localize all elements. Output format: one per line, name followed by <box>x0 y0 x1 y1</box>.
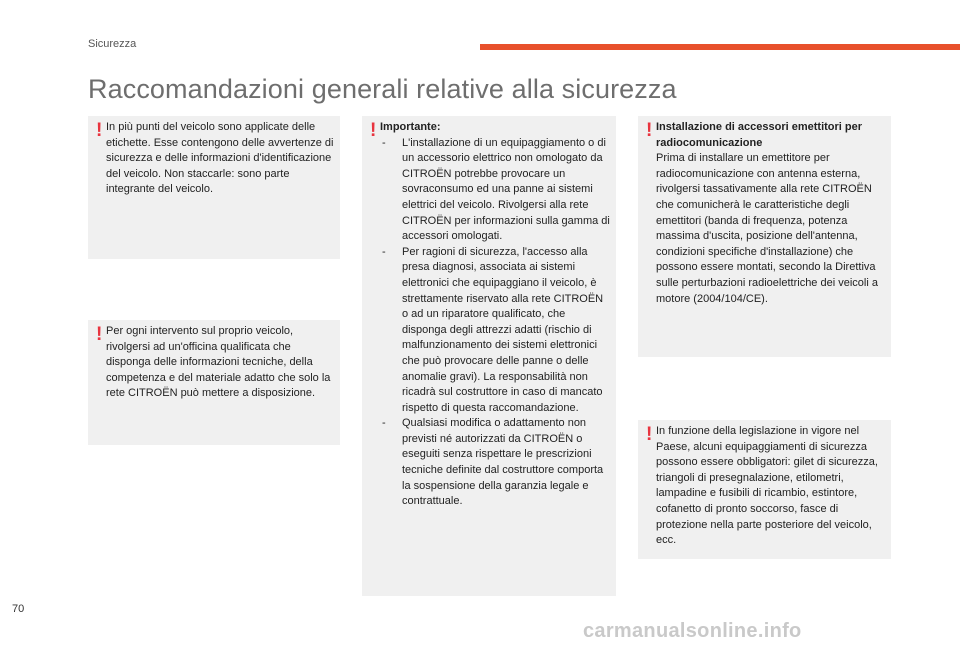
labels-warning-box <box>88 116 340 259</box>
important-item-text: Qualsiasi modifica o adattamento non previsti né autorizzati da CITROËN o eseguiti senza rispettare le prescrizioni tecniche definite dal costruttore comporta la sospensione della garanzia legale e contrattuale. <box>402 417 604 508</box>
important-list-item <box>380 136 610 245</box>
workshop-warning-text: Per ogni intervento sul proprio veicolo, rivolgersi ad un'officina qualificata che disponga delle informazioni tecniche, della competenza e del materiale adatto che solo la rete CITROËN può mettere a disposizione. <box>106 325 331 400</box>
page-number: 70 <box>12 603 25 615</box>
exclamation-mark-icon: ! <box>646 424 653 445</box>
radio-accessories-box <box>638 116 891 357</box>
list-dash: - <box>382 417 386 430</box>
important-warning-box <box>362 116 616 596</box>
page-title: Raccomandazioni generali relative alla sicurezza <box>88 74 677 104</box>
important-title: Importante: <box>380 121 441 133</box>
important-list-item <box>380 416 610 510</box>
list-dash: - <box>382 136 386 149</box>
radio-title: Installazione di accessori emettitori per radiocomunicazione <box>656 121 863 149</box>
important-item-text: Per ragioni di sicurezza, l'accesso alla presa diagnosi, associata ai sistemi elettronici che equipaggiano il veicolo, è strettamente riservato alla rete CITROËN o ad un riparatore qualificato, che disponga degli attrezzi adatti (rischio di malfunzionamento dei sistemi elettronici che può provocare delle panne o delle anomalie gravi). La responsabilità non ricadrà sul costruttore in caso di mancato rispetto di questa raccomandazione. <box>402 245 604 414</box>
legislation-warning-box <box>638 420 891 559</box>
important-list-item <box>380 245 610 417</box>
exclamation-mark-icon: ! <box>96 324 103 345</box>
exclamation-mark-icon: ! <box>96 120 103 141</box>
labels-warning-text: In più punti del veicolo sono applicate delle etichette. Esse contengono delle avvertenze di sicurezza e delle informazioni d'identificazione del veicolo. Non staccarle: sono parte integrante del veicolo. <box>106 121 334 196</box>
exclamation-mark-icon: ! <box>370 120 377 141</box>
accent-bar <box>480 44 960 50</box>
important-item-text: L'installazione di un equipaggiamento o di un accessorio elettrico non omologato da CITROËN potrebbe provocare un sovraconsumo ed una panne ai sistemi elettrici del veicolo. Rivolgersi alla rete CITROËN per informazioni sulla gamma di accessori omologati. <box>402 136 610 243</box>
radio-text: Prima di installare un emettitore per radiocomunicazione con antenna esterna, rivolgersi tassativamente alla rete CITROËN che comunicherà le caratteristiche degli emettitori (banda di frequenza, potenza massima d'uscita, posizione dell'antenna, condizioni specifiche d'installazione) che possono essere montati, secondo la Direttiva sulle perturbazioni radioelettriche dei veicoli a motore (2004/104/CE). <box>656 152 878 305</box>
list-dash: - <box>382 245 386 258</box>
workshop-warning-box <box>88 320 340 445</box>
section-label: Sicurezza <box>88 38 137 50</box>
important-list <box>380 136 610 510</box>
exclamation-mark-icon: ! <box>646 120 653 141</box>
watermark: carmanualsonline.info <box>583 620 802 642</box>
legislation-text: In funzione della legislazione in vigore nel Paese, alcuni equipaggiamenti di sicurezza possono essere obbligatori: gilet di sicurezza, triangoli di presegnalazione, etilometri, lampadine e fusibili di ricambio, estintore, cofanetto di pronto soccorso, fasce di protezione nella parte posteriore del veicolo, ecc. <box>656 425 878 547</box>
